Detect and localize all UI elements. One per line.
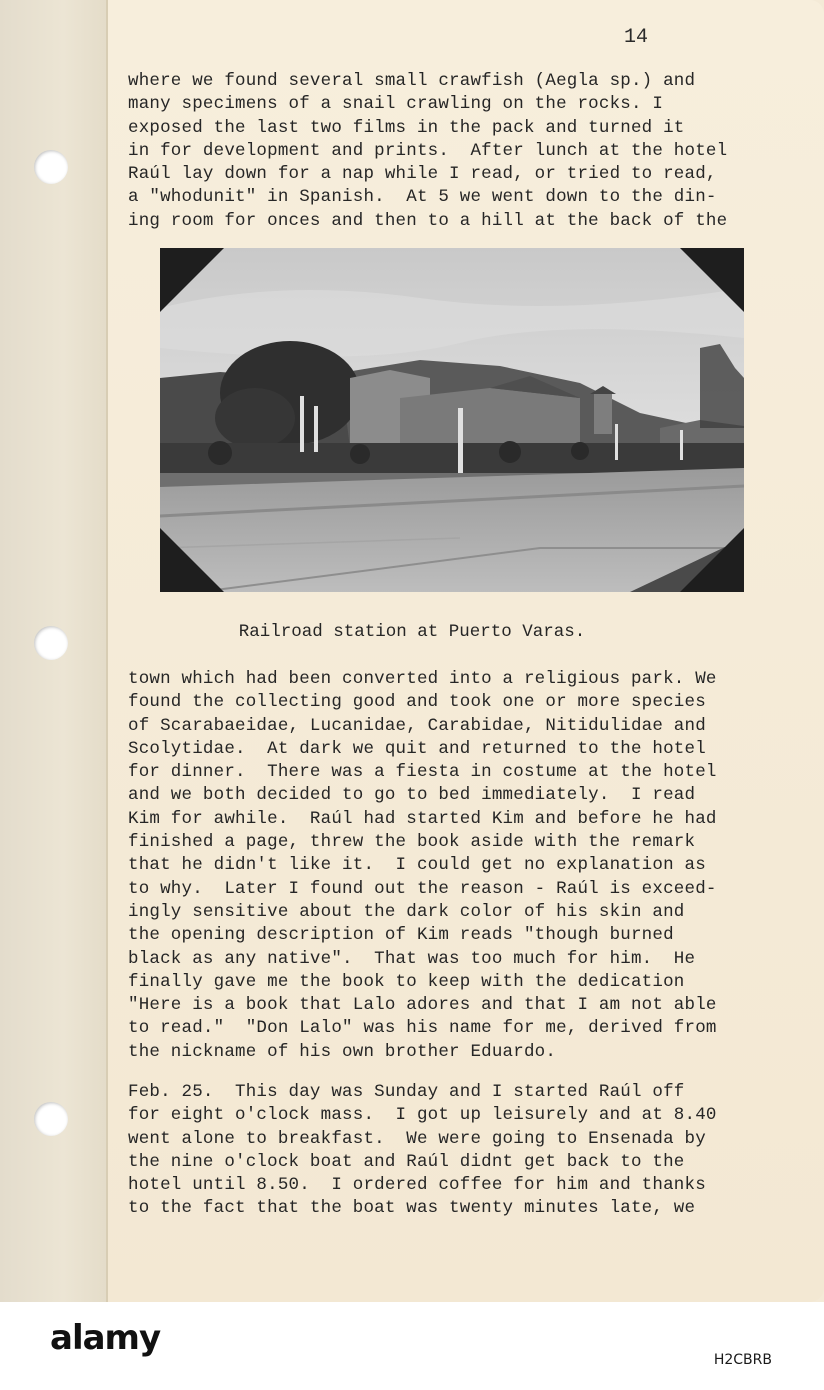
brand-logo: alamy <box>50 1318 161 1358</box>
photo-caption: Railroad station at Puerto Varas. <box>238 622 586 642</box>
image-id: H2CBRB <box>713 1352 772 1368</box>
text-line: went alone to breakfast. We were going to Ensenada by <box>128 1128 706 1149</box>
text-line: and we both decided to go to bed immediately. I read <box>128 785 696 806</box>
photo-corner-bottom-left <box>160 528 224 592</box>
text-line: black as any native". That was too much for him. He <box>128 948 696 969</box>
text-line: finished a page, threw the book aside with the remark <box>128 832 696 853</box>
text-line: ingly sensitive about the dark color of his skin and <box>128 901 685 922</box>
paragraph-top <box>128 70 788 233</box>
text-line: the nine o'clock boat and Raúl didnt get back to the <box>128 1151 685 1172</box>
text-line: Scolytidae. At dark we quit and returned to the hotel <box>128 738 706 759</box>
text-line: found the collecting good and took one or more species <box>128 692 706 713</box>
text-line: to the fact that the boat was twenty minutes late, we <box>128 1198 696 1219</box>
photo-image <box>160 248 744 592</box>
text-line: to why. Later I found out the reason - Raúl is exceed- <box>128 878 717 899</box>
text-line: exposed the last two films in the pack and turned it <box>128 117 685 138</box>
text-line: Raúl lay down for a nap while I read, or tried to read, <box>128 164 717 185</box>
text-line: that he didn't like it. I could get no explanation as <box>128 855 706 876</box>
text-line: hotel until 8.50. I ordered coffee for him and thanks <box>128 1175 706 1196</box>
photo-corner-bottom-right <box>680 528 744 592</box>
paragraph-middle <box>128 668 788 1064</box>
text-line: many specimens of a snail crawling on the rocks. I <box>128 94 664 115</box>
paragraph-bottom <box>128 1081 788 1221</box>
punch-hole <box>34 150 68 184</box>
photo-corner-top-left <box>160 248 224 312</box>
text-line: the opening description of Kim reads "though burned <box>128 925 674 946</box>
text-line: for eight o'clock mass. I got up leisurely and at 8.40 <box>128 1105 717 1126</box>
punch-hole <box>34 1102 68 1136</box>
text-line: of Scarabaeidae, Lucanidae, Carabidae, Nitidulidae and <box>128 715 706 736</box>
binding-strip <box>0 0 108 1302</box>
text-line: a "whodunit" in Spanish. At 5 we went down to the din- <box>128 187 717 208</box>
text-line: to read." "Don Lalo" was his name for me, derived from <box>128 1018 717 1039</box>
photo-corner-top-right <box>680 248 744 312</box>
text-line: the nickname of his own brother Eduardo. <box>128 1041 557 1062</box>
text-line: Feb. 25. This day was Sunday and I started Raúl off <box>128 1082 685 1102</box>
text-line: finally gave me the book to keep with the dedication <box>128 971 685 992</box>
text-line: ing room for onces and then to a hill at the back of the <box>128 210 728 231</box>
text-line: "Here is a book that Lalo adores and that I am not able <box>128 995 717 1016</box>
text-line: where we found several small crawfish (Aegla sp.) and <box>128 71 696 91</box>
text-line: Kim for awhile. Raúl had started Kim and before he had <box>128 808 717 829</box>
text-line: town which had been converted into a religious park. We <box>128 669 717 689</box>
page-number: 14 <box>624 26 649 49</box>
text-line: for dinner. There was a fiesta in costume at the hotel <box>128 762 717 783</box>
text-line: in for development and prints. After lunch at the hotel <box>128 140 728 161</box>
railroad-station-photo <box>160 248 744 592</box>
